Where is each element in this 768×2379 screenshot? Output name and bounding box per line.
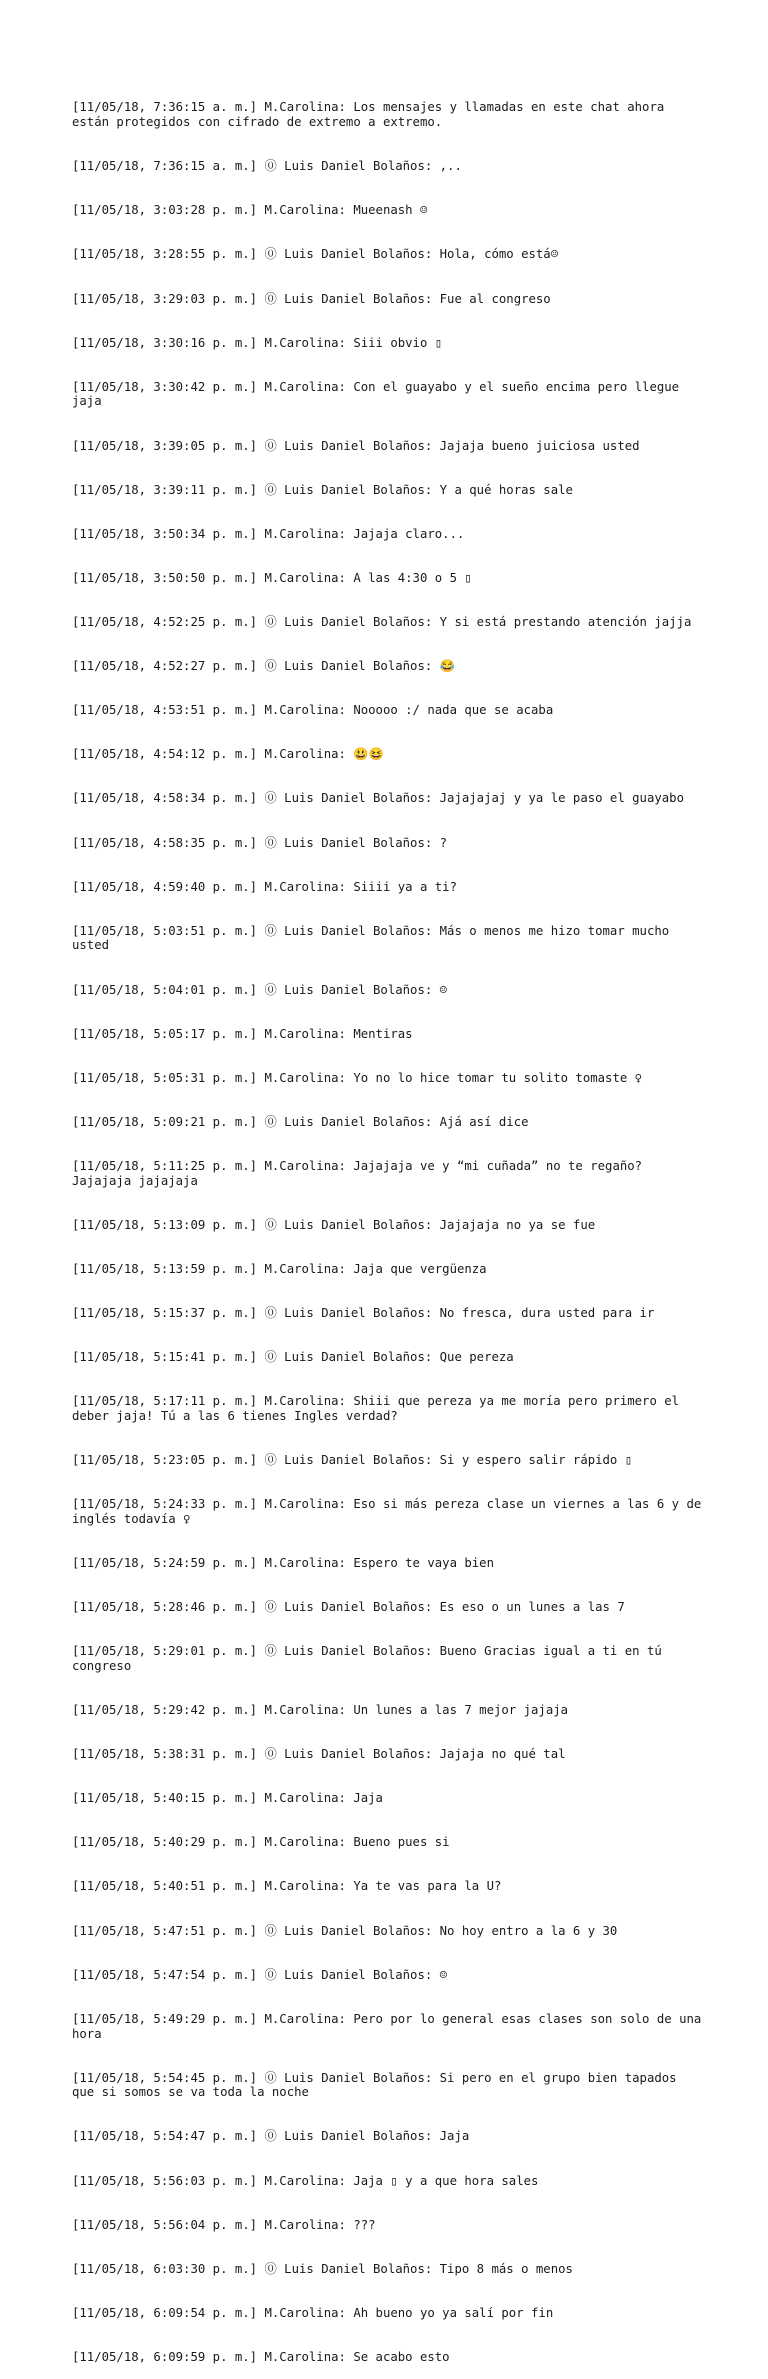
chat-line: [11/05/18, 5:29:42 p. m.] M.Carolina: Un lunes a las 7 mejor jajaja (72, 1703, 569, 1718)
chat-line: [11/05/18, 5:49:29 p. m.] M.Carolina: Pero por lo general esas clases son solo de una hora (72, 2011, 709, 2041)
chat-line: [11/05/18, 5:04:01 p. m.] ⓪ Luis Daniel Bolaños: ☺ (72, 982, 448, 997)
chat-line: [11/05/18, 5:05:17 p. m.] M.Carolina: Mentiras (72, 1026, 413, 1041)
chat-line: [11/05/18, 5:24:59 p. m.] M.Carolina: Espero te vaya bien (72, 1556, 494, 1571)
chat-line: [11/05/18, 4:53:51 p. m.] M.Carolina: Nooooo :/ nada que se acaba (72, 703, 554, 718)
chat-line: [11/05/18, 3:30:16 p. m.] M.Carolina: Siii obvio ▯ (72, 335, 443, 350)
chat-line: [11/05/18, 4:52:25 p. m.] ⓪ Luis Daniel Bolaños: Y si está prestando atención jajja (72, 615, 692, 630)
chat-line: [11/05/18, 5:47:54 p. m.] ⓪ Luis Daniel Bolaños: ☺ (72, 1967, 448, 1982)
chat-line: [11/05/18, 7:36:15 a. m.] M.Carolina: Los mensajes y llamadas en este chat ahora están protegidos con cifrado de extremo a extremo. (72, 100, 672, 130)
chat-line: [11/05/18, 3:50:34 p. m.] M.Carolina: Jajaja claro... (72, 526, 465, 541)
chat-line: [11/05/18, 5:17:11 p. m.] M.Carolina: Shiii que pereza ya me moría pero primero el deber jaja! Tú a las 6 tienes Ingles verdad? (72, 1394, 687, 1423)
chat-line: [11/05/18, 5:23:05 p. m.] ⓪ Luis Daniel Bolaños: Si y espero salir rápido ▯ (72, 1453, 633, 1468)
chat-line: [11/05/18, 5:15:41 p. m.] ⓪ Luis Daniel Bolaños: Que pereza (72, 1350, 514, 1365)
chat-line: [11/05/18, 4:59:40 p. m.] M.Carolina: Siiii ya a ti? (72, 879, 457, 894)
chat-line: [11/05/18, 4:54:12 p. m.] M.Carolina: 😃😆 (72, 747, 384, 762)
chat-line: [11/05/18, 5:15:37 p. m.] ⓪ Luis Daniel Bolaños: No fresca, dura usted para ir (72, 1306, 655, 1321)
chat-line: [11/05/18, 5:54:47 p. m.] ⓪ Luis Daniel Bolaños: Jaja (72, 2129, 470, 2144)
chat-line: [11/05/18, 3:50:50 p. m.] M.Carolina: A las 4:30 o 5 ▯ (72, 570, 472, 585)
chat-line: [11/05/18, 5:24:33 p. m.] M.Carolina: Eso si más pereza clase un viernes a las 6 y de inglés todavía ♀ (72, 1497, 709, 1526)
chat-line: [11/05/18, 5:54:45 p. m.] ⓪ Luis Daniel Bolaños: Si pero en el grupo bien tapados que si somos se va toda la noche (72, 2070, 684, 2100)
chat-line: [11/05/18, 5:38:31 p. m.] ⓪ Luis Daniel Bolaños: Jajaja no qué tal (72, 1747, 566, 1762)
chat-line: [11/05/18, 5:28:46 p. m.] ⓪ Luis Daniel Bolaños: Es eso o un lunes a las 7 (72, 1600, 625, 1615)
chat-line: [11/05/18, 3:29:03 p. m.] ⓪ Luis Daniel Bolaños: Fue al congreso (72, 291, 551, 306)
chat-line: [11/05/18, 3:39:05 p. m.] ⓪ Luis Daniel Bolaños: Jajaja bueno juiciosa usted (72, 438, 640, 453)
chat-line: [11/05/18, 6:03:30 p. m.] ⓪ Luis Daniel Bolaños: Tipo 8 más o menos (72, 2261, 573, 2276)
chat-line: [11/05/18, 5:05:31 p. m.] M.Carolina: Yo no lo hice tomar tu solito tomaste ♀ (72, 1070, 643, 1085)
chat-line: [11/05/18, 6:09:59 p. m.] M.Carolina: Se acabo esto (72, 2349, 450, 2364)
chat-line: [11/05/18, 5:56:03 p. m.] M.Carolina: Jaja ▯ y a que hora sales (72, 2173, 539, 2188)
chat-line: [11/05/18, 5:09:21 p. m.] ⓪ Luis Daniel Bolaños: Ajá así dice (72, 1114, 529, 1129)
chat-line: [11/05/18, 7:36:15 a. m.] ⓪ Luis Daniel Bolaños: ,.. (72, 159, 462, 174)
chat-transcript (72, 71, 709, 2379)
chat-line: [11/05/18, 5:13:09 p. m.] ⓪ Luis Daniel Bolaños: Jajajaja no ya se fue (72, 1217, 596, 1232)
chat-line: [11/05/18, 3:39:11 p. m.] ⓪ Luis Daniel Bolaños: Y a qué horas sale (72, 482, 573, 497)
chat-line: [11/05/18, 5:29:01 p. m.] ⓪ Luis Daniel Bolaños: Bueno Gracias igual a ti en tú congreso (72, 1644, 670, 1673)
chat-line: [11/05/18, 3:28:55 p. m.] ⓪ Luis Daniel Bolaños: Hola, cómo está☺ (72, 247, 559, 262)
chat-line: [11/05/18, 5:40:15 p. m.] M.Carolina: Jaja (72, 1791, 383, 1806)
chat-line: [11/05/18, 6:09:54 p. m.] M.Carolina: Ah bueno yo ya salí por fin (72, 2305, 554, 2320)
chat-line: [11/05/18, 4:58:34 p. m.] ⓪ Luis Daniel Bolaños: Jajajajaj y ya le paso el guayabo (72, 791, 684, 806)
chat-line: [11/05/18, 5:56:04 p. m.] M.Carolina: ??? (72, 2217, 376, 2232)
chat-line: [11/05/18, 4:58:35 p. m.] ⓪ Luis Daniel Bolaños: ? (72, 835, 448, 850)
chat-line: [11/05/18, 5:13:59 p. m.] M.Carolina: Jaja que vergüenza (72, 1261, 487, 1276)
chat-line: [11/05/18, 5:11:25 p. m.] M.Carolina: Jajajaja ve y “mi cuñada” no te regaño? Jajajaja jajajaja (72, 1159, 650, 1188)
chat-line: [11/05/18, 5:03:51 p. m.] ⓪ Luis Daniel Bolaños: Más o menos me hizo tomar mucho usted (72, 923, 677, 953)
chat-line: [11/05/18, 3:30:42 p. m.] M.Carolina: Con el guayabo y el sueño encima pero llegue jaja (72, 379, 687, 409)
chat-line: [11/05/18, 5:40:29 p. m.] M.Carolina: Bueno pues si (72, 1835, 450, 1850)
chat-line: [11/05/18, 5:40:51 p. m.] M.Carolina: Ya te vas para la U? (72, 1879, 502, 1894)
chat-line: [11/05/18, 4:52:27 p. m.] ⓪ Luis Daniel Bolaños: 😂 (72, 659, 455, 674)
chat-line: [11/05/18, 5:47:51 p. m.] ⓪ Luis Daniel Bolaños: No hoy entro a la 6 y 30 (72, 1923, 618, 1938)
chat-line: [11/05/18, 3:03:28 p. m.] M.Carolina: Mueenash ☺ (72, 203, 428, 218)
